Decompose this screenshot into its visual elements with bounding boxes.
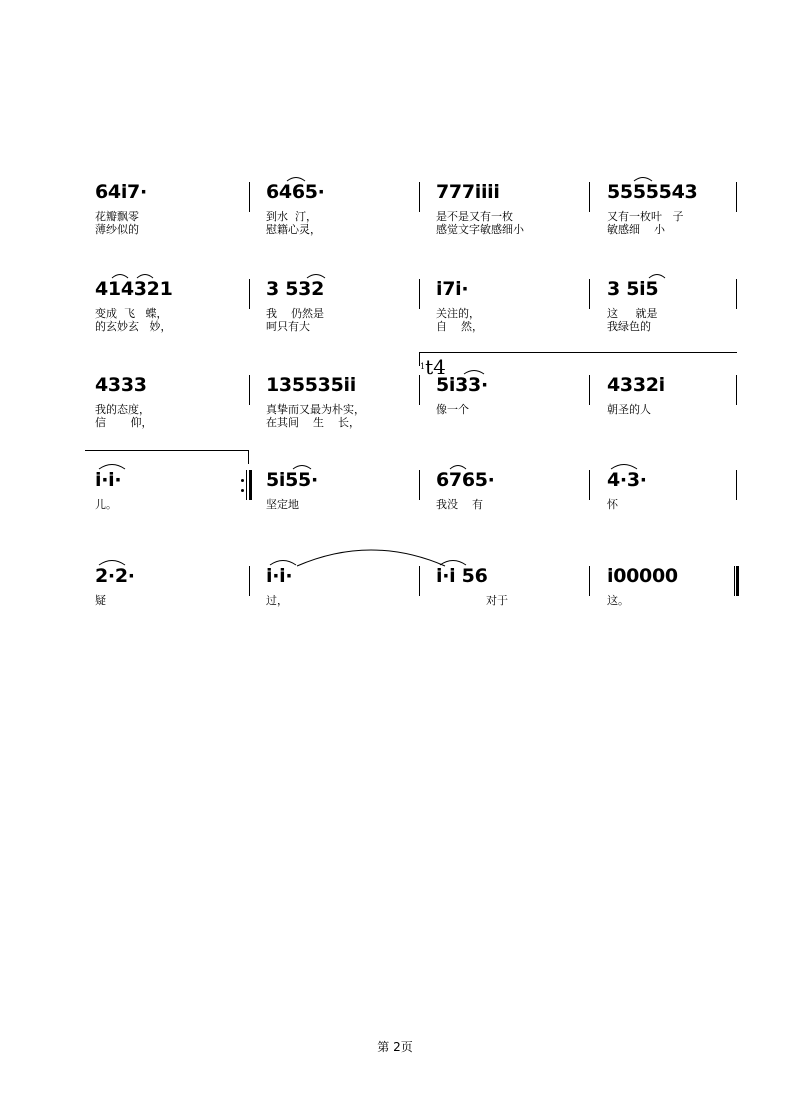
slur <box>463 367 485 375</box>
note-group: 3 532 <box>266 278 324 300</box>
lyric-verse-1: 儿。 <box>95 498 117 511</box>
barline <box>736 470 737 500</box>
slur <box>98 460 126 470</box>
slur <box>286 174 306 182</box>
volta-bracket <box>85 450 249 451</box>
barline <box>589 470 590 500</box>
score-row-2 <box>0 277 790 357</box>
score-row-3 <box>0 373 790 453</box>
slur <box>292 462 312 470</box>
barline <box>419 470 420 500</box>
measure <box>266 373 416 453</box>
lyric-verse-1: 真挚而又最为朴实， <box>266 403 365 416</box>
lyric-verse-1: 朝圣的人 <box>607 403 651 416</box>
lyric-verse-1: 关注的， <box>436 307 480 320</box>
volta-bracket-tick <box>248 450 249 464</box>
lyric-verse-2: 慰籍心灵， <box>266 223 321 236</box>
lyric-verse-1: 坚定地 <box>266 498 299 511</box>
note-group: i·i· <box>266 565 293 587</box>
note-group: 135535ii <box>266 374 356 396</box>
barline <box>589 375 590 405</box>
lyric-verse-1: 我 仍然是 <box>266 307 324 320</box>
measure <box>436 180 586 260</box>
lyric-verse-2: 薄纱似的 <box>95 223 139 236</box>
lyric-verse-1: 对于 <box>486 594 508 607</box>
lyric-verse-1: 像一个 <box>436 403 469 416</box>
slur <box>449 462 467 470</box>
note-group: 4333 <box>95 374 147 396</box>
note-group: 64i7· <box>95 181 147 203</box>
measure <box>436 564 586 644</box>
note-group: 5555543 <box>607 181 698 203</box>
barline <box>419 182 420 212</box>
lyric-verse-1: 我的态度， <box>95 403 150 416</box>
barline <box>419 279 420 309</box>
note-group: 4·3· <box>607 469 647 491</box>
barline-thin <box>246 470 247 500</box>
lyric-verse-1: 到水 汀， <box>266 210 317 223</box>
stray-mark-text: t4 <box>425 355 446 379</box>
barline <box>736 279 737 309</box>
slur <box>136 271 154 279</box>
measure <box>607 468 757 548</box>
barline <box>249 279 250 309</box>
measure <box>436 277 586 357</box>
stray-mark-sup: 1 <box>420 362 426 371</box>
note-group: 777iiii <box>436 181 500 203</box>
lyric-verse-1: 这。 <box>607 594 629 607</box>
slur <box>648 271 666 279</box>
measure <box>607 277 757 357</box>
measure <box>266 180 416 260</box>
lyric-verse-2: 呵只有大 <box>266 320 310 333</box>
lyric-verse-1: 过， <box>266 594 288 607</box>
lyric-verse-1: 疑 <box>95 594 106 607</box>
slur <box>439 556 467 566</box>
note-group: 3 5i5 <box>607 278 659 300</box>
lyric-verse-1: 是不是又有一枚 <box>436 210 513 223</box>
note-group: i7i· <box>436 278 469 300</box>
slur <box>306 271 326 279</box>
lyric-verse-2: 感觉文字敏感细小 <box>436 223 524 236</box>
note-group: 2·2· <box>95 565 135 587</box>
lyric-verse-1: 我没 有 <box>436 498 483 511</box>
note-group: 6765· <box>436 469 495 491</box>
barline <box>419 566 420 596</box>
lyric-verse-2: 的玄妙玄 妙， <box>95 320 172 333</box>
lyric-verse-1: 怀 <box>607 498 618 511</box>
barline <box>249 182 250 212</box>
slur <box>633 174 653 182</box>
score-row-1 <box>0 180 790 260</box>
lyric-verse-2: 我绿色的 <box>607 320 651 333</box>
slur <box>610 460 638 470</box>
note-group: 6465· <box>266 181 325 203</box>
note-group: 4332i <box>607 374 665 396</box>
note-group: i·i· <box>95 469 122 491</box>
tie-across-barline <box>296 546 446 568</box>
lyric-verse-2: 在其间 生 长， <box>266 416 360 429</box>
barline <box>589 279 590 309</box>
barline <box>736 182 737 212</box>
lyric-verse-2: 敏感细 小 <box>607 223 665 236</box>
note-group: 5i55· <box>266 469 318 491</box>
measure <box>266 277 416 357</box>
score-row-5 <box>0 564 790 644</box>
repeat-dot <box>241 489 244 492</box>
measure <box>607 373 757 453</box>
measure <box>607 180 757 260</box>
lyric-verse-1: 花瓣飘零 <box>95 210 139 223</box>
measure <box>95 373 245 453</box>
measure <box>436 373 586 453</box>
note-group: 5i33· <box>436 374 488 396</box>
measure <box>95 277 245 357</box>
measure <box>266 564 416 644</box>
repeat-barline <box>246 470 254 500</box>
barline <box>589 182 590 212</box>
lyric-verse-1: 变成 飞 蝶， <box>95 307 168 320</box>
measure <box>95 180 245 260</box>
measure <box>266 468 416 548</box>
barline <box>736 375 737 405</box>
lyric-verse-2: 信 仰， <box>95 416 153 429</box>
barline <box>419 375 420 405</box>
lyric-verse-2: 自 然， <box>436 320 483 333</box>
final-barline <box>734 566 739 596</box>
repeat-dot <box>241 479 244 482</box>
barline-thick <box>249 470 252 500</box>
lyric-verse-1: 又有一枚叶 子 <box>607 210 684 223</box>
repeat-dots <box>241 470 245 500</box>
note-group: 414321 <box>95 278 173 300</box>
measure <box>95 564 245 644</box>
barline <box>249 375 250 405</box>
lyric-verse-1: 这 就是 <box>607 307 658 320</box>
barline <box>249 566 250 596</box>
barline <box>589 566 590 596</box>
page-number: 第 2页 <box>377 1040 413 1054</box>
score-row-4 <box>0 468 790 548</box>
measure <box>436 468 586 548</box>
volta-bracket <box>419 352 737 353</box>
slur <box>98 556 126 566</box>
note-group: i00000 <box>607 565 678 587</box>
slur <box>111 271 129 279</box>
note-group: i·i 56 <box>436 565 488 587</box>
slur <box>269 556 297 566</box>
measure <box>95 468 245 548</box>
